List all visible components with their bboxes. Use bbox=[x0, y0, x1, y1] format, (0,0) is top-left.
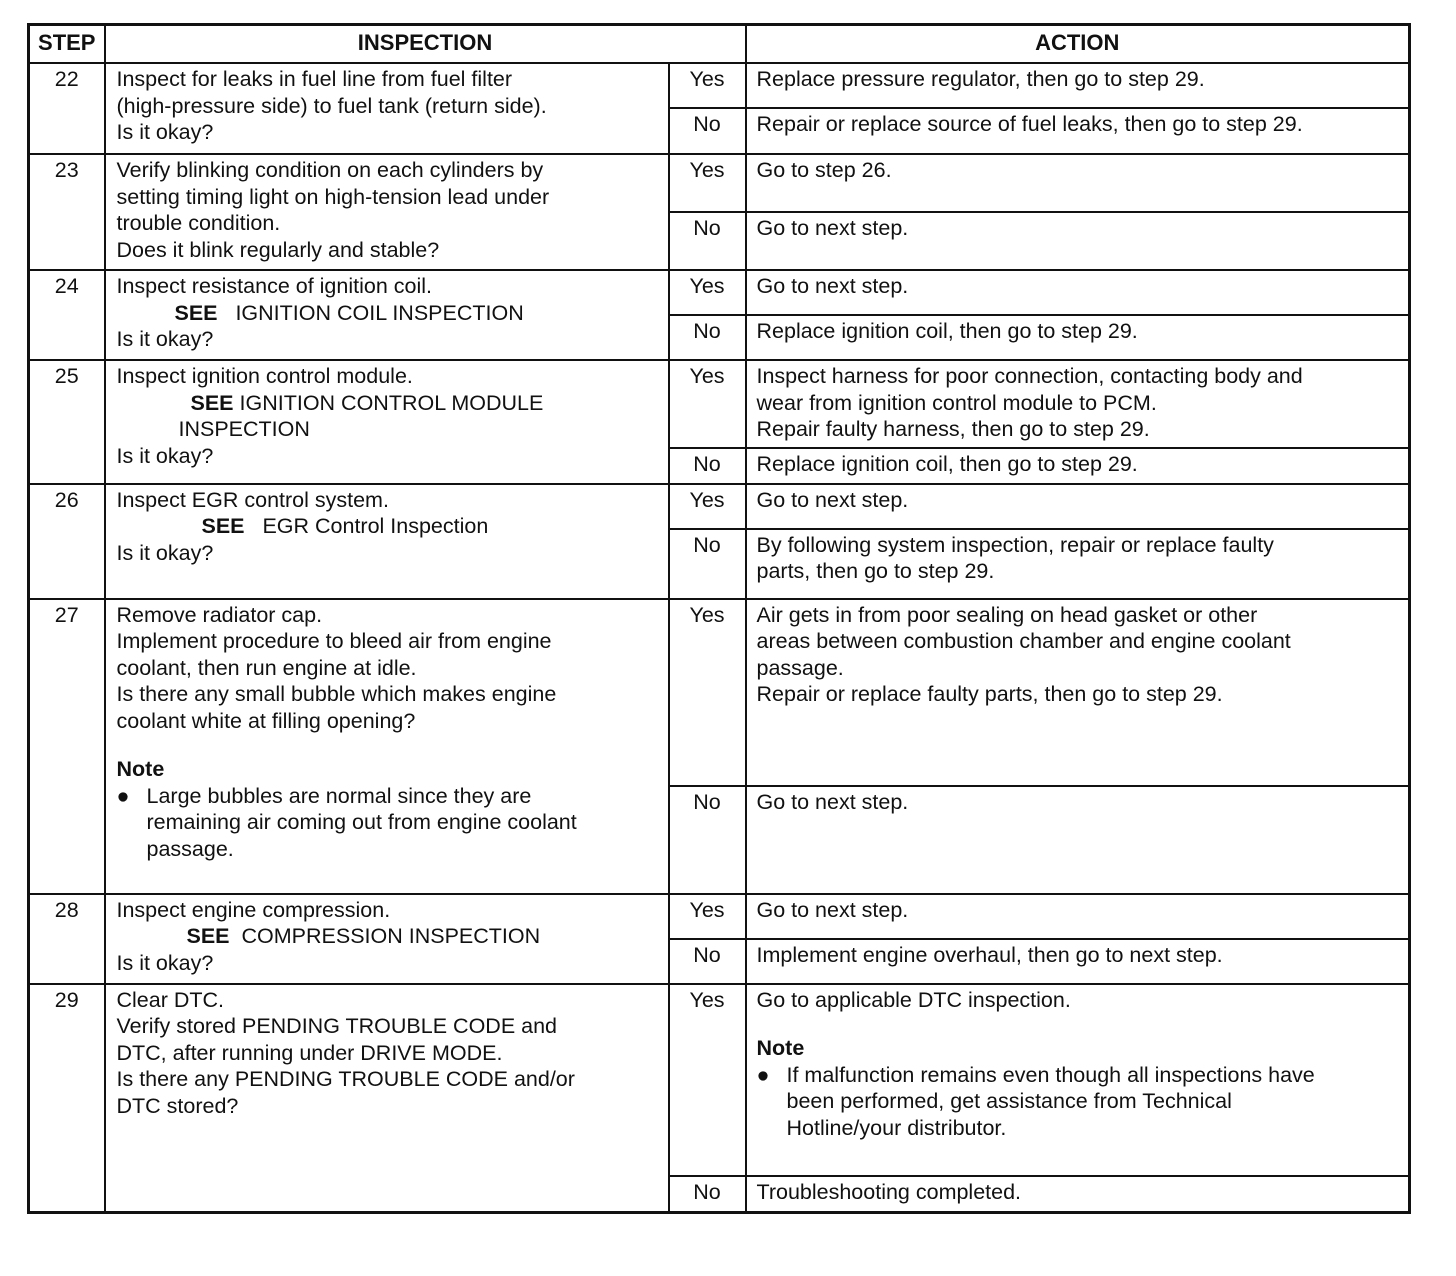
inspection-text: Is it okay? bbox=[116, 950, 214, 975]
yes-action bbox=[746, 599, 1410, 786]
action-text: wear from ignition control module to PCM. bbox=[756, 390, 1157, 415]
no-action bbox=[746, 939, 1410, 984]
see-target: COMPRESSION INSPECTION bbox=[241, 924, 541, 948]
no-label: No bbox=[669, 939, 746, 984]
table-row bbox=[29, 894, 1410, 939]
table-row bbox=[29, 63, 1410, 108]
note-text: If malfunction remains even though all inspections have bbox=[786, 1062, 1315, 1087]
header-step: STEP bbox=[29, 25, 105, 64]
note-bullet-item bbox=[757, 1062, 1401, 1142]
action-text: Replace ignition coil, then go to step 29. bbox=[756, 319, 1138, 343]
step-number: 29 bbox=[29, 984, 105, 1213]
action-text: Go to next step. bbox=[756, 487, 909, 512]
step-number: 25 bbox=[29, 360, 105, 484]
yes-action bbox=[746, 894, 1410, 939]
inspection-text: Inspect ignition control module. bbox=[116, 364, 413, 388]
action-text: By following system inspection, repair or replace faulty bbox=[756, 532, 1274, 557]
bullet-icon: ● bbox=[116, 783, 130, 808]
inspection-text: Is there any small bubble which makes engine bbox=[116, 682, 557, 706]
action-text: Air gets in from poor sealing on head gasket or other bbox=[756, 602, 1258, 627]
inspection-text: coolant white at filling opening? bbox=[116, 708, 416, 733]
action-text: areas between combustion chamber and engine coolant bbox=[756, 629, 1291, 653]
action-text: parts, then go to step 29. bbox=[756, 559, 995, 583]
inspection-cell bbox=[105, 894, 669, 984]
table-row bbox=[29, 154, 1410, 212]
inspection-text: Is it okay? bbox=[116, 540, 214, 565]
see-reference bbox=[117, 300, 660, 327]
yes-action bbox=[746, 63, 1410, 108]
yes-label: Yes bbox=[669, 154, 746, 212]
no-action bbox=[746, 1176, 1410, 1213]
step-number: 27 bbox=[29, 599, 105, 894]
inspection-cell bbox=[105, 63, 669, 154]
see-target: IGNITION COIL INSPECTION bbox=[235, 300, 524, 325]
inspection-text: Is it okay? bbox=[116, 327, 214, 351]
see-target: INSPECTION bbox=[178, 417, 310, 441]
action-text: Troubleshooting completed. bbox=[756, 1179, 1022, 1204]
action-text: Repair faulty harness, then go to step 29. bbox=[756, 417, 1150, 441]
inspection-text: Inspect resistance of ignition coil. bbox=[116, 274, 432, 298]
no-label: No bbox=[669, 448, 746, 484]
inspection-text: Inspect for leaks in fuel line from fuel filter bbox=[116, 67, 513, 91]
step-number: 23 bbox=[29, 154, 105, 270]
no-label: No bbox=[669, 108, 746, 154]
action-text: Go to next step. bbox=[756, 897, 909, 922]
inspection-text: Verify stored PENDING TROUBLE CODE and bbox=[116, 1014, 557, 1038]
inspection-text: Does it blink regularly and stable? bbox=[116, 237, 440, 262]
step-number: 22 bbox=[29, 63, 105, 154]
inspection-text: coolant, then run engine at idle. bbox=[116, 655, 417, 680]
no-label: No bbox=[669, 1176, 746, 1213]
inspection-text: Verify blinking condition on each cylinders by bbox=[116, 158, 544, 182]
note-bullet-item bbox=[117, 783, 660, 863]
table-row bbox=[29, 484, 1410, 529]
note-text: remaining air coming out from engine coolant bbox=[146, 810, 577, 834]
note-heading: Note bbox=[116, 757, 165, 781]
yes-label: Yes bbox=[669, 360, 746, 448]
inspection-text: Implement procedure to bleed air from engine bbox=[116, 629, 552, 653]
note-text: passage. bbox=[146, 836, 234, 861]
no-label: No bbox=[669, 315, 746, 360]
see-reference bbox=[117, 923, 660, 950]
inspection-text: Inspect EGR control system. bbox=[116, 487, 389, 512]
action-text: passage. bbox=[756, 655, 844, 680]
no-action bbox=[746, 448, 1410, 484]
no-action bbox=[746, 108, 1410, 154]
note-text: Large bubbles are normal since they are bbox=[146, 783, 532, 808]
yes-action bbox=[746, 270, 1410, 315]
no-action bbox=[746, 315, 1410, 360]
no-action bbox=[746, 529, 1410, 599]
see-reference bbox=[117, 390, 660, 417]
action-text: Replace pressure regulator, then go to step 29. bbox=[756, 67, 1205, 91]
action-text: Go to next step. bbox=[756, 274, 909, 298]
yes-action bbox=[746, 984, 1410, 1176]
action-text: Implement engine overhaul, then go to next step. bbox=[756, 942, 1223, 967]
yes-action bbox=[746, 484, 1410, 529]
see-target: EGR Control Inspection bbox=[262, 514, 489, 538]
see-keyword: SEE bbox=[174, 300, 218, 325]
inspection-text: trouble condition. bbox=[116, 211, 281, 235]
inspection-cell bbox=[105, 154, 669, 270]
action-text: Replace ignition coil, then go to step 29. bbox=[756, 451, 1138, 476]
note-text: Hotline/your distributor. bbox=[786, 1115, 1007, 1140]
table-row bbox=[29, 599, 1410, 786]
yes-label: Yes bbox=[669, 894, 746, 939]
inspection-text: DTC stored? bbox=[116, 1093, 239, 1118]
inspection-cell bbox=[105, 270, 669, 360]
inspection-text: Remove radiator cap. bbox=[116, 602, 323, 627]
table-row bbox=[29, 984, 1410, 1176]
see-keyword: SEE bbox=[201, 514, 245, 538]
inspection-text: Is there any PENDING TROUBLE CODE and/or bbox=[116, 1067, 575, 1091]
see-keyword: SEE bbox=[190, 390, 234, 415]
no-action bbox=[746, 786, 1410, 894]
yes-label: Yes bbox=[669, 984, 746, 1176]
action-text: Repair or replace faulty parts, then go to step 29. bbox=[756, 682, 1223, 706]
action-text: Go to applicable DTC inspection. bbox=[756, 987, 1071, 1012]
header-row bbox=[29, 25, 1410, 64]
yes-action bbox=[746, 154, 1410, 212]
yes-label: Yes bbox=[669, 270, 746, 315]
yes-label: Yes bbox=[669, 599, 746, 786]
note-heading: Note bbox=[756, 1036, 805, 1060]
table-row bbox=[29, 360, 1410, 448]
see-reference bbox=[117, 513, 660, 540]
bullet-icon: ● bbox=[756, 1062, 770, 1087]
inspection-cell bbox=[105, 984, 669, 1213]
action-text: Go to step 26. bbox=[756, 158, 892, 182]
inspection-text: setting timing light on high-tension lead under bbox=[116, 184, 550, 209]
inspection-cell bbox=[105, 360, 669, 484]
step-number: 28 bbox=[29, 894, 105, 984]
no-label: No bbox=[669, 212, 746, 270]
header-action: ACTION bbox=[746, 25, 1410, 64]
table-row bbox=[29, 270, 1410, 315]
inspection-text: DTC, after running under DRIVE MODE. bbox=[116, 1040, 503, 1065]
action-text: Go to next step. bbox=[756, 789, 909, 814]
step-number: 26 bbox=[29, 484, 105, 599]
action-text: Go to next step. bbox=[756, 216, 909, 240]
inspection-text: (high-pressure side) to fuel tank (return side). bbox=[116, 93, 547, 118]
action-text: Inspect harness for poor connection, contacting body and bbox=[756, 364, 1303, 388]
inspection-cell bbox=[105, 599, 669, 894]
troubleshooting-table bbox=[27, 23, 1411, 1214]
no-action bbox=[746, 212, 1410, 270]
inspection-text: Inspect engine compression. bbox=[116, 897, 391, 922]
note-text: been performed, get assistance from Technical bbox=[786, 1089, 1232, 1113]
see-target: IGNITION CONTROL MODULE bbox=[239, 390, 544, 415]
yes-label: Yes bbox=[669, 63, 746, 108]
header-inspection: INSPECTION bbox=[105, 25, 746, 64]
inspection-cell bbox=[105, 484, 669, 599]
see-keyword: SEE bbox=[186, 924, 230, 948]
action-text: Repair or replace source of fuel leaks, then go to step 29. bbox=[756, 112, 1303, 136]
inspection-text: Is it okay? bbox=[116, 120, 214, 144]
no-label: No bbox=[669, 786, 746, 894]
step-number: 24 bbox=[29, 270, 105, 360]
inspection-text: Clear DTC. bbox=[116, 987, 225, 1012]
inspection-text: Is it okay? bbox=[116, 443, 214, 468]
no-label: No bbox=[669, 529, 746, 599]
yes-action bbox=[746, 360, 1410, 448]
yes-label: Yes bbox=[669, 484, 746, 529]
